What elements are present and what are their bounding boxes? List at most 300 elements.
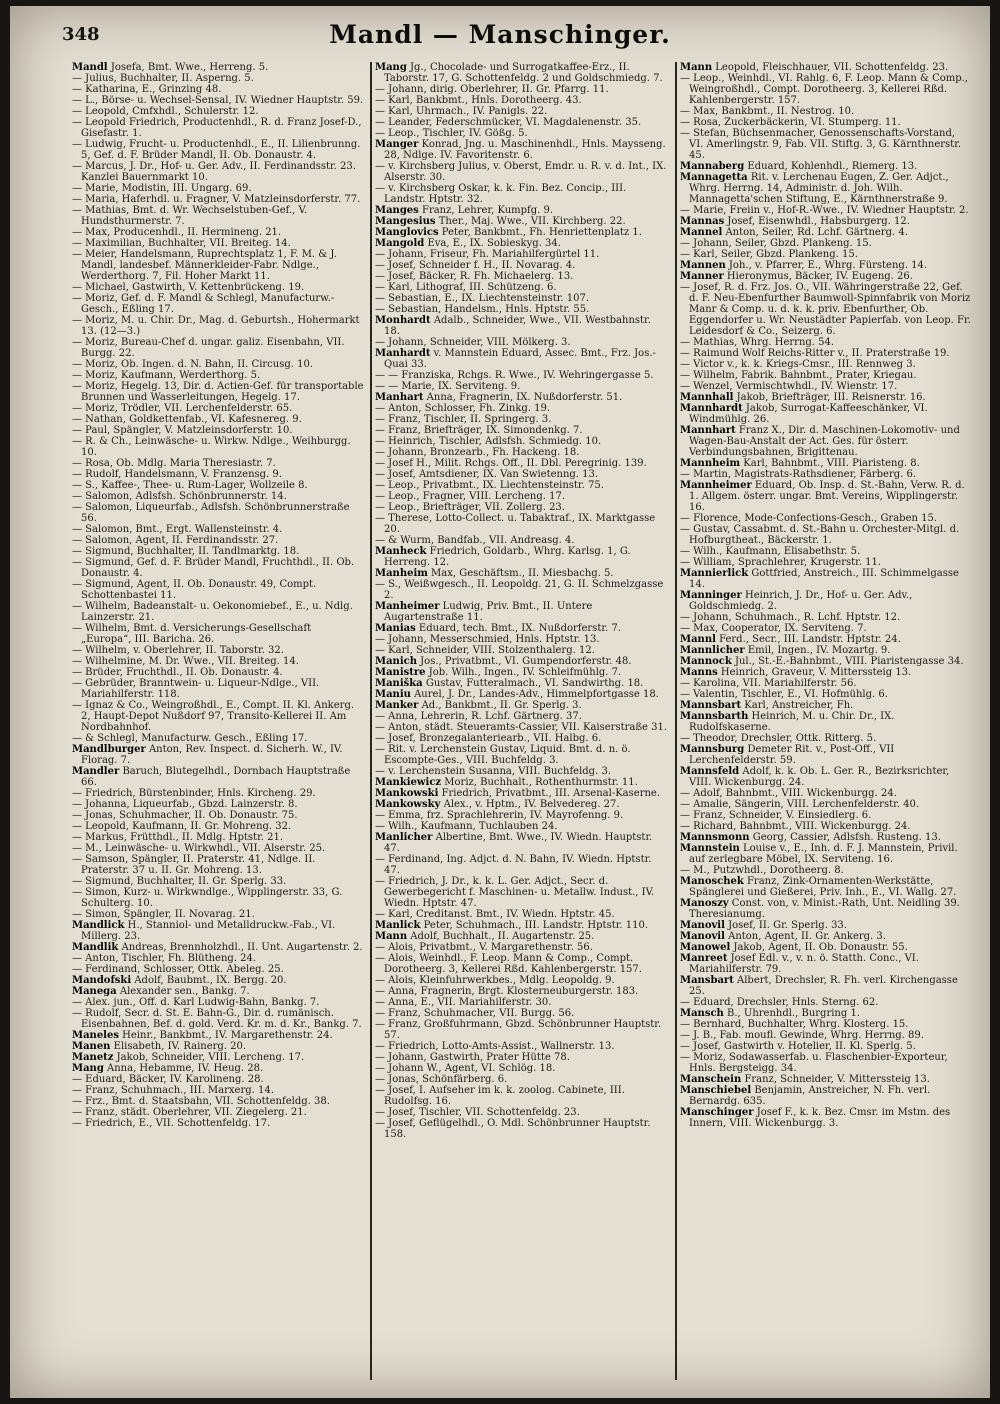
entry-surname: Manlicher [375, 832, 433, 843]
entry-text: — Salomon, Liqueurfab., Adlsfsh. Schönbrunnerstraße 56. [72, 502, 350, 524]
entry-surname: Maneles [72, 1030, 119, 1041]
entry-text: — Johann, Friseur, Fh. Mariahilfergürtel 11. [375, 249, 600, 260]
directory-entry [375, 1085, 667, 1107]
entry-text: — Karl, Creditanst. Bmt., IV. Wiedn. Hptstr. 45. [375, 909, 615, 920]
entry-surname: Mannheim [680, 458, 741, 469]
directory-entry [680, 744, 972, 766]
entry-surname: Manlick [375, 920, 421, 931]
entry-text: — Maximilian, Buchhalter, VII. Breiteg. 14. [72, 238, 291, 249]
directory-entry [72, 964, 364, 975]
directory-entry [375, 403, 667, 414]
entry-text: — Moriz, Ob. Ingen. d. N. Bahn, II. Circusg. 10. [72, 359, 314, 370]
entry-text: — Johann W., Agent, VI. Schlög. 18. [375, 1063, 556, 1074]
entry-text: Josef Edl. v., v. n. ö. Statth. Conc., VI. Mariahilferstr. 79. [689, 953, 919, 975]
directory-entry [375, 480, 667, 491]
entry-text: — Moriz, Sodawasserfab. u. Flaschenbier-Exporteur, Hnls. Bergsteigg. 34. [680, 1052, 948, 1074]
directory-entry [375, 546, 667, 568]
entry-text: — Moriz, Gef. d. F. Mandl & Schlegl, Manufacturw.-Gesch., Eßling 17. [72, 293, 335, 315]
entry-text: — Moriz, Bureau-Chef d. ungar. galiz. Eisenbahn, VII. Burgg. 22. [72, 337, 345, 359]
entry-text: Jul., St.-E.-Bahnbmt., VIII. Piaristengasse 34. [734, 656, 964, 667]
entry-text: Heinrich, M. u. Chir. Dr., IX. Rudolfskaserne. [689, 711, 895, 733]
directory-entry [680, 1107, 972, 1129]
directory-entry [680, 106, 972, 117]
entry-surname: Manglovics [375, 227, 439, 238]
entry-text: Peter, Schuhmach., III. Landstr. Hptstr. 110. [423, 920, 649, 931]
entry-text: — Josef, Geflügelhdl., O. Mdl. Schönbrunner Hauptstr. 158. [375, 1118, 651, 1140]
entry-text: Ludwig, Priv. Bmt., II. Untere Augartenstraße 11. [384, 601, 593, 623]
directory-entry [680, 117, 972, 128]
entry-surname: Mannsbarth [680, 711, 749, 722]
entry-text: Alex., v. Hptm., IV. Belvedereg. 27. [443, 799, 620, 810]
directory-entry [375, 678, 667, 689]
directory-entry [680, 227, 972, 238]
entry-text: — Ferdinand, Schlosser, Ottk. Abeleg. 25. [72, 964, 284, 975]
directory-entry [375, 513, 667, 535]
entry-surname: Manovil [680, 931, 725, 942]
entry-text: — Mathias, Whrg. Herrng. 54. [680, 337, 835, 348]
entry-text: Friedrich, Privatbmt., III. Arsenal-Kaserne. [441, 788, 661, 799]
directory-entry [375, 656, 667, 667]
directory-entry [72, 557, 364, 579]
directory-entry [375, 238, 667, 249]
directory-entry [375, 1107, 667, 1118]
directory-entry [680, 700, 972, 711]
directory-entry [680, 788, 972, 799]
directory-entry [72, 370, 364, 381]
directory-entry [375, 832, 667, 854]
entry-text: — Johann, Schuhmach., R. Lchf. Hptstr. 12. [680, 612, 901, 623]
directory-entry [72, 645, 364, 656]
entry-text: Eduard, tech. Bmt., IX. Nußdorferstr. 7. [418, 623, 621, 634]
entry-text: — Anton, städt. Steueramts-Cassier, VII. Kaiserstraße 31. [375, 722, 667, 733]
directory-entry [680, 667, 972, 678]
entry-text: — — Franziska, Rchgs. R. Wwe., IV. Wehringergasse 5. [375, 370, 654, 381]
directory-entry [680, 238, 972, 249]
entry-text: Ther., Maj. Wwe., VII. Kirchberg. 22. [438, 216, 626, 227]
entry-text: — Mathias, Bmt. d. Wr. Wechselstuben-Gef., V. Hundsthurmerstr. 7. [72, 205, 308, 227]
directory-entry [72, 854, 364, 876]
entry-text: Leopold, Fleischhauer, VII. Schottenfeldg. 23. [715, 62, 949, 73]
entry-surname: Mannaberg [680, 161, 745, 172]
directory-entry [72, 73, 364, 84]
directory-entry [72, 535, 364, 546]
directory-entry [72, 997, 364, 1008]
directory-entry [72, 579, 364, 601]
entry-text: Andreas, Brennholzhdl., II. Unt. Augartenstr. 2. [121, 942, 363, 953]
entry-text: — J. B., Fab. moufl. Gewinde, Whrg. Herrng. 89. [680, 1030, 924, 1041]
entry-surname: Manoschek [680, 876, 744, 887]
directory-entry [375, 623, 667, 634]
entry-text: — Katharina, E., Grinzing 48. [72, 84, 222, 95]
directory-entry [72, 986, 364, 997]
directory-entry [72, 293, 364, 315]
entry-text: — M., Leinwäsche- u. Wirkwhdl., VII. Alserstr. 25. [72, 843, 326, 854]
directory-entry [375, 777, 667, 788]
entry-text: Jakob, Surrogat-Kaffeeschänker, VI. Windmühlg. 26. [689, 403, 928, 425]
directory-entry [375, 315, 667, 337]
entry-text: — v. Kirchsberg Julius, v. Oberst, Emdr. u. R. v. d. Int., IX. Alserstr. 30. [375, 161, 667, 183]
directory-entry [375, 975, 667, 986]
entry-text: — Friedrich, Lotto-Amts-Assist., Wallnerstr. 13. [375, 1041, 615, 1052]
directory-entry [680, 370, 972, 381]
entry-text: — Sigmund, Buchhalter, II. Gr. Sperlg. 33. [72, 876, 287, 887]
entry-text: — Simon, Kurz- u. Wirkwndlge., Wipplingerstr. 33, G. Schulterg. 10. [72, 887, 343, 909]
directory-entry [680, 942, 972, 953]
entry-text: Max, Geschäftsm., II. Miesbachg. 5. [431, 568, 614, 579]
entry-text: — Max, Producenhdl., II. Hermineng. 21. [72, 227, 282, 238]
directory-entry [680, 799, 972, 810]
entry-surname: Manheck [375, 546, 427, 557]
entry-text: — Ignaz & Co., Weingroßhdl., E., Compt. II. Kl. Ankerg. 2, Haupt-Depot Nußdorf 97, Transito-Kellerei II. Am Nordbahnhof. [72, 700, 355, 733]
entry-text: — Anton, Tischler, Fh. Blütheng. 24. [72, 953, 257, 964]
directory-entry [72, 315, 364, 337]
entry-text: Albert, Drechsler, R. Fh. verl. Kirchengasse 25. [689, 975, 958, 997]
column-rule [370, 62, 372, 1380]
directory-entry [72, 62, 364, 73]
entry-surname: Manheimer [375, 601, 440, 612]
entry-surname: Mannstein [680, 843, 740, 854]
directory-entry [680, 271, 972, 282]
entry-surname: Mannsmonn [680, 832, 750, 843]
directory-entry [680, 1008, 972, 1019]
entry-text: — Johann, Schneider, VIII. Mölkerg. 3. [375, 337, 571, 348]
entry-text: — Leopold Friedrich, Productenhdl., R. d. Franz Josef-D., Gisefastr. 1. [72, 117, 362, 139]
directory-entry [680, 205, 972, 216]
directory-entry [375, 282, 667, 293]
entry-text: B., Uhrenhdl., Burgring 1. [727, 1008, 860, 1019]
directory-entry [375, 84, 667, 95]
entry-surname: Manen [72, 1041, 111, 1052]
entry-surname: Manker [375, 700, 419, 711]
entry-text: — v. Lerchenstein Susanna, VIII. Buchfeldg. 3. [375, 766, 611, 777]
entry-text: — Josef, Tischler, VII. Schottenfeldg. 23. [375, 1107, 580, 1118]
entry-text: — Stefan, Büchsenmacher, Genossenschafts-Vorstand, VI. Amerlingstr. 9, Fab. VII. Stiftg. 3, G. Kärnthnerstr. 45. [680, 128, 962, 161]
entry-text: Adolf, Buchhalt., II. Augartenstr. 25. [410, 931, 595, 942]
entry-surname: Mandlburger [72, 744, 146, 755]
entry-text: — Wilh., Kaufmann, Tuchlauben 24. [375, 821, 558, 832]
entry-text: — L., Börse- u. Wechsel-Sensal, IV. Wiedner Hauptstr. 59. [72, 95, 364, 106]
directory-entry [375, 381, 667, 392]
entry-text: Ad., Bankbmt., II. Gr. Sperlg. 3. [421, 700, 582, 711]
directory-entry [375, 788, 667, 799]
entry-text: — S., Kaffee-, Thee- u. Rum-Lager, Wollzeile 8. [72, 480, 308, 491]
directory-entry [72, 205, 364, 227]
entry-surname: Maniu [375, 689, 411, 700]
directory-entry [72, 909, 364, 920]
entry-text: — Eduard, Bäcker, IV. Karolineng. 28. [72, 1074, 264, 1085]
entry-text: — Leop., Tischler, IV. Gößg. 5. [375, 128, 528, 139]
entry-text: — Wilh., Kaufmann, Elisabethstr. 5. [680, 546, 861, 557]
directory-entry [72, 337, 364, 359]
entry-text: — Wilhelm, Badeanstalt- u. Oekonomiebef., E., u. Ndlg. Lainzerstr. 21. [72, 601, 353, 623]
entry-text: Adolf, Baubmt., IX. Bergg. 20. [134, 975, 287, 986]
directory-entry [680, 359, 972, 370]
directory-entry [72, 502, 364, 524]
entry-text: H., Stanniol- und Metalldruckw.-Fab., VI. Millerg. 23. [81, 920, 336, 942]
directory-entry [72, 546, 364, 557]
directory-entry [680, 282, 972, 337]
directory-entry [72, 1052, 364, 1063]
directory-entry [680, 612, 972, 623]
directory-entry [72, 656, 364, 667]
entry-surname: Mansch [680, 1008, 724, 1019]
entry-surname: Mannel [680, 227, 723, 238]
entry-text: — Josef, Bronzegalanteriearb., VII. Halbg. 6. [375, 733, 602, 744]
entry-text: — Karl, Seiler, Gbzd. Plankeng. 15. [680, 249, 858, 260]
directory-entry [680, 216, 972, 227]
directory-entry [680, 590, 972, 612]
directory-entry [375, 425, 667, 436]
entry-text: — Gustav, Cassabmt. d. St.-Bahn u. Orchester-Mitgl. d. Hofburgtheat., Bäckerstr. 1. [680, 524, 960, 546]
directory-columns [72, 62, 987, 1380]
entry-text: — Rosa, Zuckerbäckerin, VI. Stumperg. 11. [680, 117, 901, 128]
entry-text: — Josef, I. Aufseher im k. k. zoolog. Cabinete, III. Rudolfsg. 16. [375, 1085, 625, 1107]
directory-entry [680, 73, 972, 106]
directory-entry [375, 95, 667, 106]
directory-entry [72, 799, 364, 810]
directory-entry [680, 128, 972, 161]
directory-entry [72, 95, 364, 106]
entry-text: — Moriz, Kaufmann, Werderthorg. 5. [72, 370, 261, 381]
directory-entry [680, 403, 972, 425]
directory-entry [375, 568, 667, 579]
entry-text: Peter, Bankbmt., Fh. Henriettenplatz 1. [441, 227, 642, 238]
directory-entry [680, 634, 972, 645]
entry-text: — Anna, E., VII. Mariahilferstr. 30. [375, 997, 552, 1008]
directory-entry [72, 920, 364, 942]
entry-text: — & Wurm, Bandfab., VII. Andreasg. 4. [375, 535, 575, 546]
running-head: Mandl — Manschinger. [329, 20, 671, 49]
directory-entry [375, 931, 667, 942]
directory-entry [375, 216, 667, 227]
entry-text: — Franz, städt. Oberlehrer, VII. Ziegelerg. 21. [72, 1107, 307, 1118]
directory-entry [680, 766, 972, 788]
directory-entry [680, 931, 972, 942]
entry-text: — Alois, Weinhdl., F. Leop. Mann & Comp., Compt. Dorotheerg. 3, Kellerei Rßd. Kahlenbergerstr. 157. [375, 953, 642, 975]
directory-entry [375, 1019, 667, 1041]
entry-text: Alexander sen., Bankg. 7. [119, 986, 250, 997]
directory-entry [680, 557, 972, 568]
entry-surname: Manoszy [680, 898, 729, 909]
directory-entry [375, 337, 667, 348]
directory-entry [72, 601, 364, 623]
entry-text: — Franz, Schneider, V. Einsiedlerg. 6. [680, 810, 872, 821]
entry-text: — Samson, Spängler, II. Praterstr. 41, Ndlge. II. Praterstr. 37 u. II. Gr. Mohreng. 13. [72, 854, 316, 876]
entry-text: Josefa, Bmt. Wwe., Herreng. 5. [110, 62, 269, 73]
entry-text: — Anna, Fragnerin, Brgt. Klosterneuburgerstr. 183. [375, 986, 639, 997]
directory-entry [375, 106, 667, 117]
entry-text: — Johanna, Liqueurfab., Gbzd. Lainzerstr. 8. [72, 799, 298, 810]
directory-entry [680, 920, 972, 931]
entry-text: — Frz., Bmt. d. Staatsbahn, VII. Schottenfeldg. 38. [72, 1096, 330, 1107]
directory-entry [72, 249, 364, 282]
directory-entry [375, 293, 667, 304]
entry-text: — Victor v., k. k. Kriegs-Cmsr., III. Rennweg 3. [680, 359, 916, 370]
entry-text: — Leopold, Kaufmann, II. Gr. Mohreng. 32. [72, 821, 292, 832]
directory-entry [72, 667, 364, 678]
entry-text: — Leop., Fragner, VIII. Lercheng. 17. [375, 491, 566, 502]
entry-text: — Moriz, M. u. Chir. Dr., Mag. d. Geburtsh., Hohermarkt 13. (12—3.) [72, 315, 360, 337]
entry-text: Eduard, Kohlenhdl., Riemerg. 13. [747, 161, 918, 172]
entry-text: — Anna, Lehrerin, R. Lchf. Gärtnerg. 37. [375, 711, 582, 722]
directory-entry [72, 700, 364, 733]
entry-text: — Josef, R. d. Frz. Jos. O., VII. Währingerstraße 22, Gef. d. F. Neu-Ebenfurther Baumwoll-Spinnfabrik von Moriz Manr & Comp. u. d. k. k. priv. Ebenfurther, Ob. Eggendorfer u. Wr. Neustädter Papierfab. von Leop. Fr. Leidesdorf & Co., Seizerg. 6. [680, 282, 971, 337]
directory-entry [680, 689, 972, 700]
entry-text: — Salomon, Adlsfsh. Schönbrunnerstr. 14. [72, 491, 287, 502]
directory-entry [72, 744, 364, 766]
directory-entry [375, 348, 667, 370]
directory-entry [72, 194, 364, 205]
directory-entry [375, 821, 667, 832]
directory-entry [72, 843, 364, 854]
entry-text: Elisabeth, IV. Rainerg. 20. [113, 1041, 247, 1052]
entry-text: Jakob, Schneider, VIII. Lercheng. 17. [116, 1052, 305, 1063]
entry-text: — Josef, Schneider f. H., II. Novarag. 4. [375, 260, 576, 271]
entry-text: — William, Sprachlehrer, Krugerstr. 11. [680, 557, 882, 568]
directory-entry [375, 458, 667, 469]
directory-entry [680, 865, 972, 876]
entry-text: — Johann, dirig. Oberlehrer, II. Gr. Pfarrg. 11. [375, 84, 609, 95]
directory-entry [72, 139, 364, 161]
directory-entry [375, 304, 667, 315]
directory-entry [680, 975, 972, 997]
directory-entry [680, 249, 972, 260]
entry-surname: Mansbart [680, 975, 734, 986]
entry-text: Anna, Hebamme, IV. Heug. 28. [107, 1063, 264, 1074]
directory-entry [375, 205, 667, 216]
directory-entry [72, 436, 364, 458]
directory-entry [680, 1030, 972, 1041]
entry-text: Const. von, v. Minist.-Rath, Unt. Neidling 39. Theresianumg. [689, 898, 960, 920]
entry-text: — Franz, Schuhmach., III. Marxerg. 14. [72, 1085, 274, 1096]
entry-surname: Mannen [680, 260, 726, 271]
entry-text: — v. Kirchsberg Oskar, k. k. Fin. Bez. Concip., III. Landstr. Hptstr. 32. [375, 183, 627, 205]
entry-text: — Karl, Bankbmt., Hnls. Dorotheerg. 43. [375, 95, 582, 106]
entry-text: — Adolf, Bahnbmt., VIII. Wickenburgg. 24. [680, 788, 897, 799]
directory-entry [72, 227, 364, 238]
entry-text: Jos., Privatbmt., VI. Gumpendorferstr. 48. [420, 656, 632, 667]
directory-entry [680, 62, 972, 73]
entry-text: Moriz, Buchhalt., Rothenthurmstr. 11. [444, 777, 638, 788]
entry-text: Baruch, Blutegelhdl., Dornbach Hauptstraße 66. [81, 766, 351, 788]
entry-surname: Mannas [680, 216, 725, 227]
directory-entry [680, 568, 972, 590]
directory-entry [72, 403, 364, 414]
directory-entry [680, 1019, 972, 1030]
directory-entry [375, 447, 667, 458]
entry-text: Karl, Bahnbmt., VIII. Piaristeng. 8. [743, 458, 920, 469]
entry-text: — Simon, Spängler, II. Novarag. 21. [72, 909, 255, 920]
entry-surname: Mandlik [72, 942, 119, 953]
entry-text: — Max, Bankbmt., II. Nestrog. 10. [680, 106, 855, 117]
directory-entry [375, 689, 667, 700]
directory-entry [375, 986, 667, 997]
directory-entry [72, 183, 364, 194]
entry-text: — Jonas, Schönfärberg. 6. [375, 1074, 508, 1085]
directory-entry [72, 1041, 364, 1052]
entry-text: — Martin, Magistrats-Rathsdiener, Färberg. 6. [680, 469, 917, 480]
directory-column [72, 62, 364, 1380]
directory-entry [375, 1074, 667, 1085]
entry-text: — Josef, Gastwirth v. Hotelier, II. Kl. Sperlg. 5. [680, 1041, 916, 1052]
directory-entry [72, 1085, 364, 1096]
directory-entry [680, 348, 972, 359]
entry-surname: Mandl [72, 62, 108, 73]
entry-surname: Manhart [375, 392, 424, 403]
entry-surname: Mandlick [72, 920, 125, 931]
entry-text: — Leop., Briefträger, VII. Zollerg. 23. [375, 502, 565, 513]
directory-entry [72, 491, 364, 502]
entry-surname: Manschein [680, 1074, 742, 1085]
directory-entry [375, 491, 667, 502]
directory-entry [375, 1063, 667, 1074]
entry-text: Adolf, k. k. Ob. L. Ger. R., Bezirksrichter, VIII. Wickenburgg. 24. [689, 766, 950, 788]
directory-entry [72, 1030, 364, 1041]
directory-entry [72, 381, 364, 403]
entry-text: Aurel, J. Dr., Landes-Adv., Himmelpfortgasse 18. [414, 689, 659, 700]
entry-text: Gottfried, Anstreich., III. Schimmelgasse 14. [689, 568, 959, 590]
entry-surname: Mandofski [72, 975, 132, 986]
directory-entry [72, 821, 364, 832]
entry-text: — Amalie, Sängerin, VIII. Lerchenfelderstr. 40. [680, 799, 920, 810]
directory-entry [375, 249, 667, 260]
directory-entry [680, 821, 972, 832]
directory-entry [72, 810, 364, 821]
entry-surname: Mannagetta [680, 172, 748, 183]
directory-entry [375, 117, 667, 128]
directory-entry [72, 1074, 364, 1085]
page-header [10, 20, 990, 60]
entry-text: Louise v., E., Inh. d. F. J. Mannstein, Privil. auf zerlegbare Möbel, IX. Serviteng. 16. [689, 843, 958, 865]
directory-entry [375, 62, 667, 84]
directory-entry [680, 678, 972, 689]
entry-text: — Ludwig, Frucht- u. Productenhdl., E., II. Lilienbrunng. 5, Gef. d. F. Brüder Mandl, II. Ob. Donaustr. 4. [72, 139, 361, 161]
entry-text: — Paul, Spängler, V. Matzleinsdorferstr. 10. [72, 425, 293, 436]
directory-entry [72, 832, 364, 843]
directory-entry [680, 172, 972, 205]
entry-surname: Mang [375, 62, 407, 73]
entry-text: — M., Putzwhdl., Dorotheerg. 8. [680, 865, 844, 876]
directory-entry [680, 480, 972, 513]
directory-entry [375, 579, 667, 601]
directory-entry [72, 876, 364, 887]
entry-text: — S., Weißwgesch., II. Leopoldg. 21, G. II. Schmelzgasse 2. [375, 579, 664, 601]
entry-text: — Sigmund, Buchhalter, II. Tandlmarktg. 18. [72, 546, 300, 557]
directory-entry [72, 887, 364, 909]
directory-entry [375, 744, 667, 766]
entry-surname: Mannlicher [680, 645, 745, 656]
directory-entry [375, 469, 667, 480]
entry-surname: Mannheimer [680, 480, 752, 491]
entry-surname: Manetz [72, 1052, 114, 1063]
directory-entry [375, 645, 667, 656]
entry-text: — Valentin, Tischler, E., VI. Hofmühlg. 6. [680, 689, 888, 700]
entry-text: — Karolina, VII. Mariahilferstr. 56. [680, 678, 857, 689]
entry-surname: Monhardt [375, 315, 431, 326]
entry-text: — Johann, Bronzearb., Fh. Hackeng. 18. [375, 447, 580, 458]
directory-entry [375, 876, 667, 909]
directory-entry [72, 1008, 364, 1030]
directory-entry [375, 1008, 667, 1019]
directory-entry [72, 788, 364, 799]
directory-entry [72, 458, 364, 469]
directory-entry [375, 1052, 667, 1063]
entry-text: Konrad, Jng. u. Maschinenhdl., Hnls. Maysseng. 28, Ndlge. IV. Favoritenstr. 6. [384, 139, 666, 161]
entry-surname: Manreet [680, 953, 728, 964]
entry-text: Anton, Rev. Inspect. d. Sicherh. W., IV. Florag. 7. [81, 744, 343, 766]
entry-text: — Josef, Amtsdiener, IX. Van Swietenng. 13. [375, 469, 599, 480]
directory-entry [680, 733, 972, 744]
